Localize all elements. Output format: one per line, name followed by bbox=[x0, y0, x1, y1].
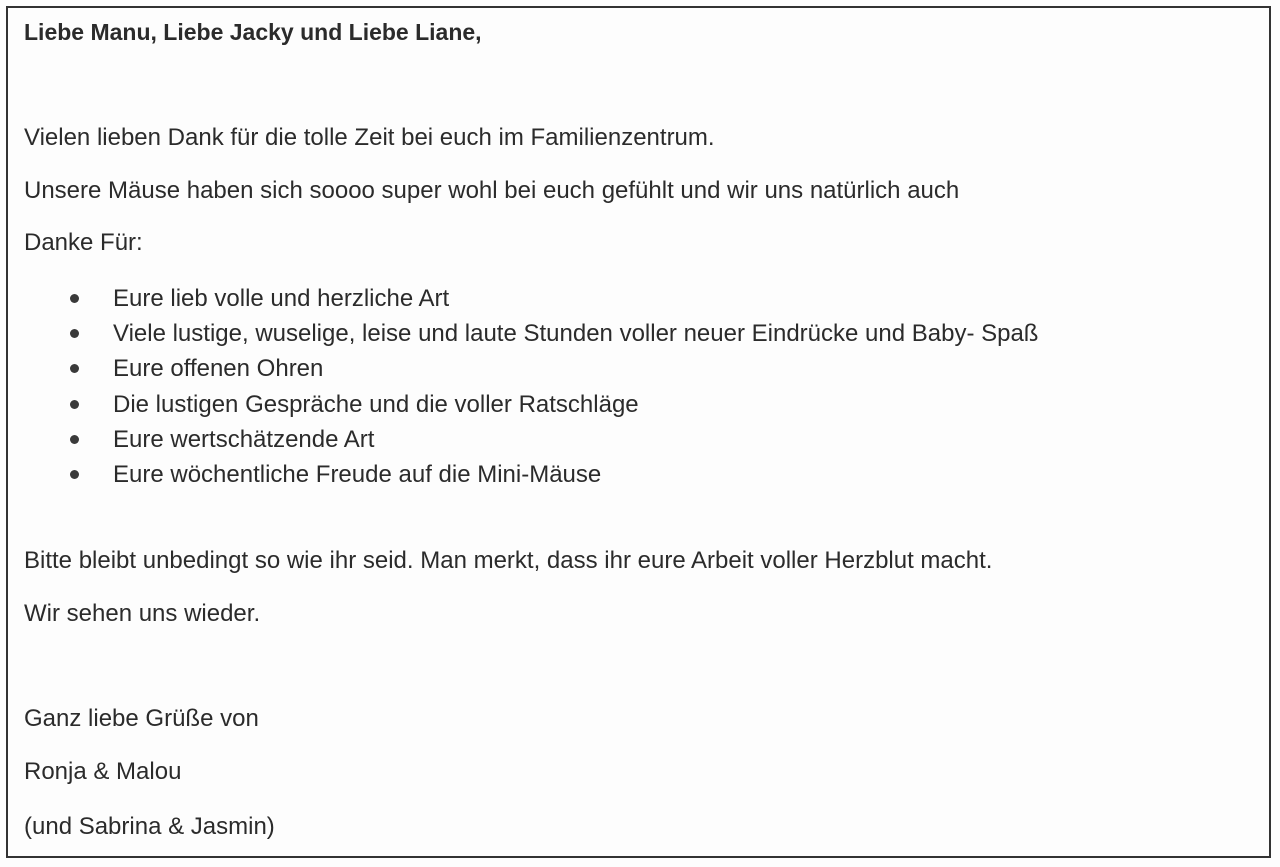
thanks-for-heading: Danke Für: bbox=[24, 229, 143, 256]
bullet-icon bbox=[70, 400, 79, 409]
signoff-line: Ganz liebe Grüße von bbox=[24, 705, 259, 732]
list-item-text: Eure wöchentliche Freude auf die Mini-Mäuse bbox=[113, 460, 602, 488]
list-item-text: Eure wertschätzende Art bbox=[113, 425, 375, 453]
list-item-text: Viele lustige, wuselige, leise und laute Stunden voller neuer Eindrücke und Baby- Spaß bbox=[113, 320, 1039, 348]
closing-line: Bitte bleibt unbedingt so wie ihr seid. Man merkt, dass ihr eure Arbeit voller Herzblut macht. bbox=[24, 547, 993, 574]
closing-line: Wir sehen uns wieder. bbox=[24, 600, 261, 627]
list-item-text: Eure lieb volle und herzliche Art bbox=[113, 285, 450, 312]
intro-line: Unsere Mäuse haben sich soooo super wohl bei euch gefühlt und wir uns natürlich auch bbox=[24, 177, 960, 204]
list-item-text: Die lustigen Gespräche und die voller Ratschläge bbox=[113, 390, 639, 418]
bullet-icon bbox=[70, 470, 79, 479]
letter-greeting: Liebe Manu, Liebe Jacky und Liebe Liane, bbox=[24, 19, 482, 45]
signoff-names: Ronja & Malou bbox=[24, 758, 182, 785]
signoff-names: (und Sabrina & Jasmin) bbox=[24, 813, 275, 840]
list-item-text: Eure offenen Ohren bbox=[113, 355, 324, 383]
bullet-icon bbox=[70, 435, 79, 444]
bullet-icon bbox=[70, 294, 79, 303]
intro-line: Vielen lieben Dank für die tolle Zeit bei euch im Familienzentrum. bbox=[24, 124, 715, 151]
